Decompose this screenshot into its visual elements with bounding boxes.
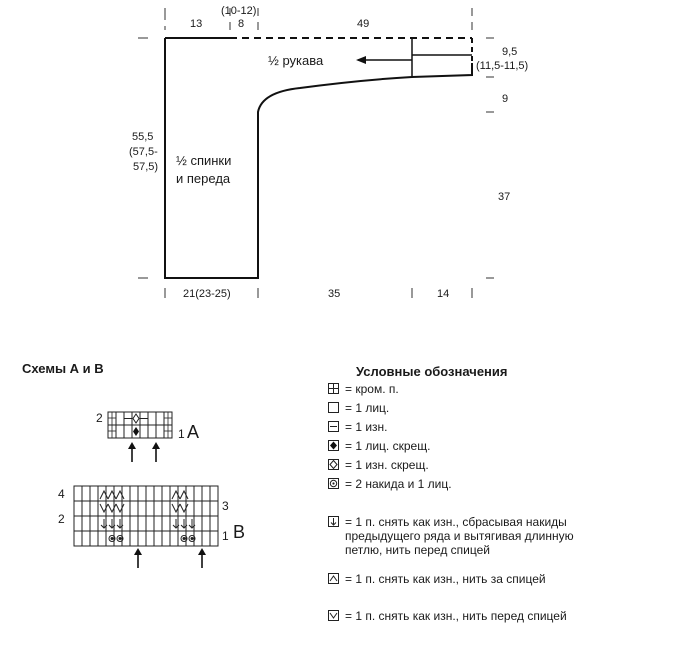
chart-b-grid xyxy=(66,482,226,572)
dim-right-cuff: 9,5 xyxy=(502,46,518,58)
dim-top-8: 8 xyxy=(238,18,245,30)
legend-title: Условные обозначения xyxy=(356,364,508,379)
chart-b-row-1: 1 xyxy=(222,529,229,543)
dim-top-10-12: (10-12) xyxy=(221,5,257,17)
chart-a-row-1: 1 xyxy=(178,427,185,441)
knit-icon xyxy=(328,402,339,413)
legend-item-double-yarnover: = 2 накида и 1 лиц. xyxy=(328,477,452,491)
legend-item-slip-front: = 1 п. снять как изн., нить перед спицей xyxy=(328,609,567,623)
slip-yarn-front-icon xyxy=(328,610,339,621)
body-label-line1: ½ спинки xyxy=(176,153,232,168)
chart-b-label: B xyxy=(233,522,246,542)
body-label-line2: и переда xyxy=(176,171,231,186)
dim-right-37: 37 xyxy=(498,191,511,203)
legend-item-knit: = 1 лиц. xyxy=(328,401,389,415)
legend-item-purl-twisted: = 1 изн. скрещ. xyxy=(328,458,429,472)
legend-item-slip-back: = 1 п. снять как изн., нить за спицей xyxy=(328,572,546,586)
chart-a-row-2: 2 xyxy=(96,411,103,425)
chart-a-label: A xyxy=(187,422,200,442)
dim-left-height: 55,5 xyxy=(132,131,154,143)
legend-item-knit-twisted: = 1 лиц. скрещ. xyxy=(328,439,430,453)
chart-b-row-3: 3 xyxy=(222,499,229,513)
legend-item-edge: = кром. п. xyxy=(328,382,399,396)
sleeve-label: ½ рукава xyxy=(268,53,324,68)
charts-title: Схемы А и В xyxy=(22,361,104,376)
purl-icon xyxy=(328,421,339,432)
legend-item-slip-drop: = 1 п. снять как изн., сбрасывая накиды предыдущего ряда и вытягивая длинную петлю, нить перед спицей xyxy=(328,515,574,557)
dim-top-49: 49 xyxy=(357,18,370,30)
dim-bottom-35: 35 xyxy=(328,288,341,300)
legend-item-purl: = 1 изн. xyxy=(328,420,388,434)
chart-b-row-4: 4 xyxy=(58,487,65,501)
dim-right-cuff-range: (11,5-11,5) xyxy=(476,60,529,72)
garment-schematic xyxy=(0,0,700,320)
slip-yarn-back-icon xyxy=(328,573,339,584)
dim-bottom-width: 21(23-25) xyxy=(183,288,231,300)
dim-left-height-range1: (57,5- xyxy=(129,146,158,158)
double-yarnover-icon xyxy=(328,478,339,489)
purl-twisted-icon xyxy=(328,459,339,470)
chart-b-row-2: 2 xyxy=(58,512,65,526)
dim-right-9: 9 xyxy=(502,93,509,105)
knit-twisted-icon xyxy=(328,440,339,451)
slip-drop-yarnover-icon xyxy=(328,516,339,527)
dim-left-height-range2: 57,5) xyxy=(133,161,159,173)
edge-stitch-icon xyxy=(328,383,339,394)
dim-top-13: 13 xyxy=(190,18,203,30)
chart-a-grid xyxy=(100,408,220,478)
dim-bottom-14: 14 xyxy=(437,288,450,300)
